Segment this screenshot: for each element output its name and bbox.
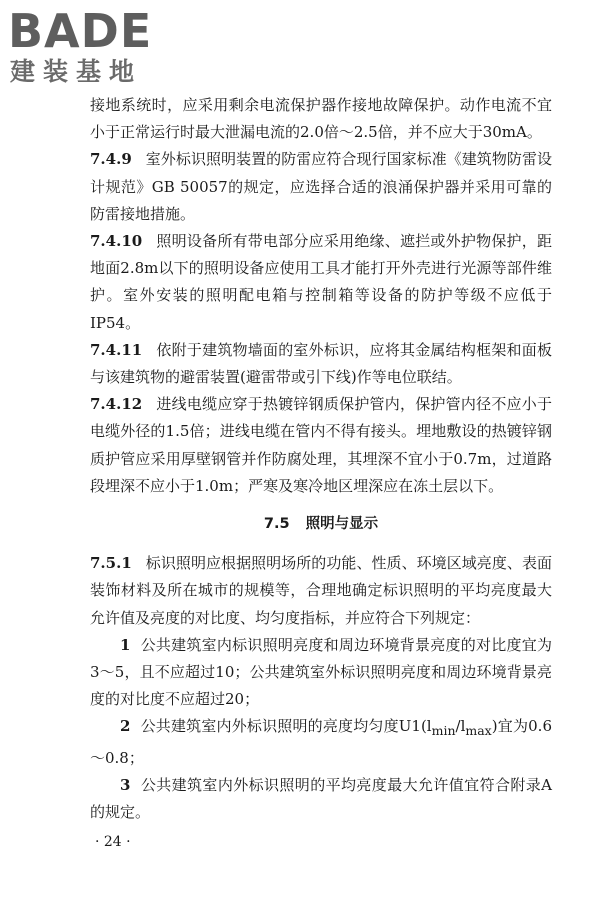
subscript-min: min xyxy=(431,723,456,739)
item-text: 公共建筑室内外标识照明的亮度均匀度U1(l xyxy=(140,717,432,736)
page-number: · 24 · xyxy=(95,834,131,850)
item-text: 公共建筑室内标识照明亮度和周边环境背景亮度的对比度宜为3～5，且不应超过10；公共建筑室外标识照明亮度和周边环境背景亮度的对比度不应超过20； xyxy=(90,635,552,709)
logo-subtitle: 建装基地 xyxy=(10,57,143,86)
clause-number: 7.4.11 xyxy=(90,340,143,359)
clause-7-4-12 xyxy=(90,391,552,500)
logo-wordmark: BADE xyxy=(8,4,153,58)
clause-number: 7.4.9 xyxy=(90,150,132,169)
clause-text: 照明设备所有带电部分应采用绝缘、遮拦或外护物保护，距地面2.8m以下的照明设备应使用工具才能打开外壳进行光源等部件维护。室外安装的照明配电箱与控制箱等设备的防护等级不应低于IP54。 xyxy=(90,232,552,332)
item-number: 2 xyxy=(120,717,131,736)
logo xyxy=(8,6,178,86)
section-heading xyxy=(90,511,552,538)
document-body xyxy=(90,92,552,826)
item-number: 3 xyxy=(120,775,131,794)
clause-7-4-10 xyxy=(90,228,552,337)
item-text: )宜为0.6～0.8； xyxy=(90,717,552,767)
clause-number: 7.5.1 xyxy=(90,554,132,573)
list-item xyxy=(90,632,552,714)
list-item xyxy=(90,772,552,826)
paragraph-continuation: 接地系统时，应采用剩余电流保护器作接地故障保护。动作电流不宜小于正常运行时最大泄漏电流的2.0倍～2.5倍，并不应大于30mA。 xyxy=(90,96,552,142)
item-text: 公共建筑室内外标识照明的平均亮度最大允许值宜符合附录A的规定。 xyxy=(90,775,552,822)
clause-7-5-1 xyxy=(90,550,552,632)
item-text: /l xyxy=(455,717,466,736)
subscript-max: max xyxy=(465,723,492,739)
clause-text: 室外标识照明装置的防雷应符合现行国家标准《建筑物防雷设计规范》GB 50057的规定，应选择合适的浪涌保护器并采用可靠的防雷接地措施。 xyxy=(90,150,552,223)
clause-number: 7.4.12 xyxy=(90,395,143,414)
clause-text: 进线电缆应穿于热镀锌钢质保护管内，保护管内径不应小于电缆外径的1.5倍；进线电缆在管内不得有接头。埋地敷设的热镀锌钢质护管应采用厚壁钢管并作防腐处理，其埋深不宜小于0.7m，过道路段埋深不应小于1.0m；严寒及寒冷地区埋深应在冻土层以下。 xyxy=(90,395,552,495)
section-title: 照明与显示 xyxy=(305,516,379,533)
clause-7-4-9 xyxy=(90,146,552,228)
clause-number: 7.4.10 xyxy=(90,232,143,251)
list-item xyxy=(90,713,552,771)
item-number: 1 xyxy=(120,635,131,654)
clause-7-4-11 xyxy=(90,337,552,391)
clause-text: 标识照明应根据照明场所的功能、性质、环境区域亮度、表面装饰材料及所在城市的规模等，合理地确定标识照明的平均亮度最大允许值及亮度的对比度、均匀度指标，并应符合下列规定： xyxy=(90,554,552,627)
section-number: 7.5 xyxy=(263,516,290,533)
clause-text: 依附于建筑物墙面的室外标识，应将其金属结构框架和面板与该建筑物的避雷装置(避雷带或引下线)作等电位联结。 xyxy=(90,340,552,387)
